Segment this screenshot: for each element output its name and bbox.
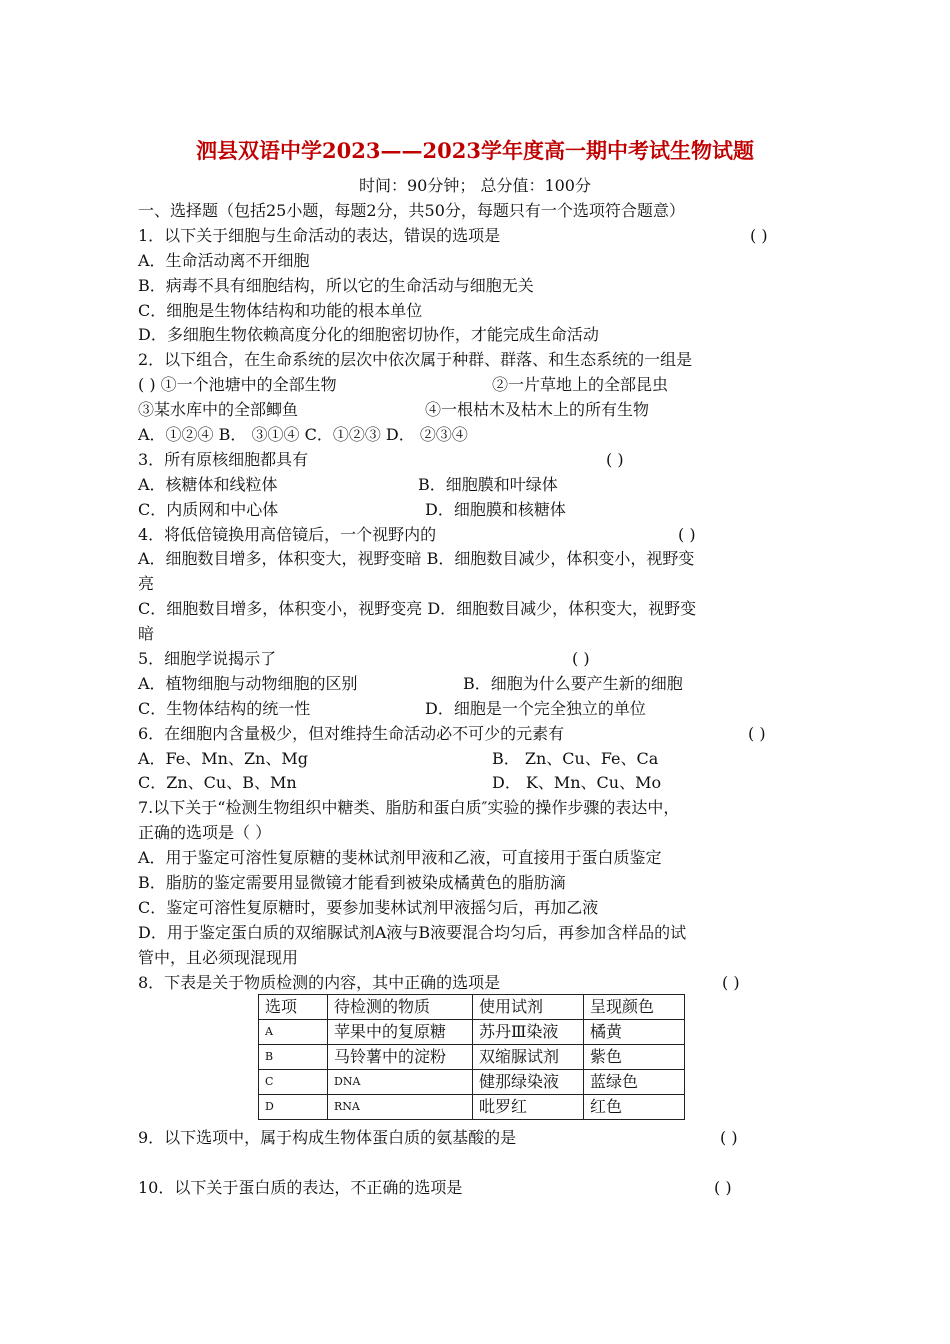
question-3-text: 3．所有原核细胞都具有 — [138, 449, 309, 469]
table-cell: C — [259, 1070, 328, 1095]
question-7-option-c: C．鉴定可溶性复原糖时，要参加斐林试剂甲液摇匀后，再加乙液 — [138, 897, 599, 917]
question-5-option-d: D．细胞是一个完全独立的单位 — [425, 698, 646, 718]
table-cell: 健那绿染液 — [473, 1070, 584, 1095]
table-cell: 红色 — [584, 1095, 685, 1120]
section-heading: 一、选择题（包括25小题，每题2分，共50分，每题只有一个选项符合题意） — [138, 201, 685, 220]
question-2-item-1: ①一个池塘中的全部生物 — [160, 375, 337, 395]
table-header-cell: 待检测的物质 — [328, 995, 473, 1020]
question-2-item-3: ③某水库中的全部鲫鱼 — [138, 400, 299, 420]
question-5-options-row-2 — [138, 697, 818, 722]
question-10-stem — [138, 1175, 818, 1200]
exam-subtitle: 时间：90分钟； 总分值：100分 — [359, 176, 591, 195]
question-8-text: 8．下表是关于物质检测的内容，其中正确的选项是 — [138, 972, 501, 992]
question-2-paren-and-item-1 — [138, 373, 492, 398]
question-2-stem: 2．以下组合，在生命系统的层次中依次属于种群、群落、和生态系统的一组是 — [138, 350, 693, 370]
question-4-option-a: A．细胞数目增多，体积变大，视野变暗 — [138, 549, 422, 569]
question-2-item-2: ②一片草地上的全部昆虫 — [492, 375, 669, 395]
question-4-options-row-1 — [138, 547, 818, 572]
table-cell: DNA — [328, 1070, 473, 1095]
question-1-text: 1．以下关于细胞与生命活动的表达，错误的选项是 — [138, 225, 501, 245]
question-6-option-d: D． K、Mn、Cu、Mo — [492, 773, 662, 793]
question-6-option-a: A．Fe、Mn、Zn、Mg — [138, 748, 308, 768]
question-6-options-row-1 — [138, 747, 818, 772]
question-4-option-c: C．细胞数目增多，体积变小，视野变亮 — [138, 599, 423, 619]
question-1-option-c: C．细胞是生物体结构和功能的根本单位 — [138, 300, 423, 320]
question-4-options-row-2 — [138, 597, 818, 622]
question-6-stem — [138, 722, 818, 747]
question-3-option-b: B．细胞膜和叶绿体 — [418, 474, 558, 494]
question-2-options: A．①②④ B． ③①④ C．①②③ D． ②③④ — [138, 425, 468, 445]
question-8-stem — [138, 971, 818, 996]
question-3-option-c: C．内质网和中心体 — [138, 499, 279, 519]
question-4-option-d: D．细胞数目减少，体积变大，视野变 — [427, 599, 697, 619]
table-cell: A — [259, 1020, 328, 1045]
table-header-row — [259, 995, 685, 1020]
question-9-answer-paren: ( ) — [720, 1128, 738, 1147]
question-3-stem — [138, 448, 818, 473]
table-cell: D — [259, 1095, 328, 1120]
question-2-answer-paren: ( ) — [138, 375, 156, 395]
table-header-cell: 选项 — [259, 995, 328, 1020]
table-header-cell: 呈现颜色 — [584, 995, 685, 1020]
question-9-stem — [138, 1125, 818, 1150]
table-row — [259, 1045, 685, 1070]
question-1-option-a: A．生命活动离不开细胞 — [138, 250, 310, 270]
question-3-options-row-2 — [138, 498, 818, 523]
table-cell: 马铃薯中的淀粉 — [328, 1045, 473, 1070]
question-5-option-a: A．植物细胞与动物细胞的区别 — [138, 673, 358, 693]
question-3-options-row-1 — [138, 473, 818, 498]
question-list — [138, 199, 818, 996]
question-1-stem — [138, 224, 818, 249]
question-9-text: 9．以下选项中，属于构成生物体蛋白质的氨基酸的是 — [138, 1128, 517, 1147]
question-5-text: 5．细胞学说揭示了 — [138, 649, 277, 669]
question-1-option-d: D．多细胞生物依赖高度分化的细胞密切协作，才能完成生命活动 — [138, 325, 599, 345]
question-7-stem: 7.以下关于“检测生物组织中糖类、脂肪和蛋白质″实验的操作步骤的表达中， — [138, 798, 680, 818]
table-cell: 橘黄 — [584, 1020, 685, 1045]
question-4-stem — [138, 523, 818, 548]
question-2-items-row-1 — [138, 373, 818, 398]
table-cell: 紫色 — [584, 1045, 685, 1070]
question-10-text: 10．以下关于蛋白质的表达，不正确的选项是 — [138, 1178, 463, 1197]
question-4-option-d-wrap: 暗 — [138, 624, 155, 644]
question-7-option-b: B．脂肪的鉴定需要用显微镜才能看到被染成橘黄色的脂肪滴 — [138, 873, 566, 893]
question-7-option-d-wrap: 管中，且必须现混现用 — [138, 947, 299, 967]
question-5-option-b: B．细胞为什么要产生新的细胞 — [463, 673, 683, 693]
table-cell: 双缩脲试剂 — [473, 1045, 584, 1070]
question-1-answer-paren: ( ) — [750, 225, 768, 245]
question-3-answer-paren: ( ) — [606, 449, 624, 469]
question-5-option-c: C．生物体结构的统一性 — [138, 698, 311, 718]
question-8-table — [258, 994, 685, 1120]
question-2-items-row-2 — [138, 398, 818, 423]
question-6-options-row-2 — [138, 771, 818, 796]
question-4-option-b: B．细胞数目减少，体积变小，视野变 — [426, 549, 695, 569]
table-cell: 苹果中的复原糖 — [328, 1020, 473, 1045]
question-6-answer-paren: ( ) — [748, 723, 766, 743]
question-6-option-c: C．Zn、Cu、B、Mn — [138, 773, 297, 793]
question-5-answer-paren: ( ) — [572, 649, 590, 669]
question-7-option-a: A．用于鉴定可溶性复原糖的斐林试剂甲液和乙液，可直接用于蛋白质鉴定 — [138, 848, 662, 868]
question-1-option-b: B．病毒不具有细胞结构，所以它的生命活动与细胞无关 — [138, 275, 534, 295]
table-cell: B — [259, 1045, 328, 1070]
table-cell: RNA — [328, 1095, 473, 1120]
question-10-answer-paren: ( ) — [714, 1178, 732, 1197]
table-row — [259, 1070, 685, 1095]
question-3-option-a: A．核糖体和线粒体 — [138, 474, 278, 494]
question-8-answer-paren: ( ) — [722, 972, 740, 992]
question-4-option-b-wrap: 亮 — [138, 574, 155, 594]
question-7-option-d: D．用于鉴定蛋白质的双缩脲试剂A液与B液要混合均匀后，再参加含样品的试 — [138, 922, 687, 942]
table-row — [259, 1020, 685, 1045]
table-cell: 苏丹Ⅲ染液 — [473, 1020, 584, 1045]
question-3-option-d: D．细胞膜和核糖体 — [425, 499, 566, 519]
table-header-cell: 使用试剂 — [473, 995, 584, 1020]
question-5-stem — [138, 647, 818, 672]
question-5-options-row-1 — [138, 672, 818, 697]
question-6-text: 6．在细胞内含量极少，但对维持生命活动必不可少的元素有 — [138, 723, 565, 743]
question-6-option-b: B． Zn、Cu、Fe、Ca — [492, 748, 659, 768]
table-cell: 吡罗红 — [473, 1095, 584, 1120]
question-4-answer-paren: ( ) — [678, 524, 696, 544]
exam-title: 泗县双语中学2023——2023学年度高一期中考试生物试题 — [196, 138, 754, 163]
table-cell: 蓝绿色 — [584, 1070, 685, 1095]
table-row — [259, 1095, 685, 1120]
question-2-item-4: ④一根枯木及枯木上的所有生物 — [425, 400, 650, 420]
question-7-stem-wrap: 正确的选项是（ ） — [138, 823, 272, 843]
question-4-text: 4．将低倍镜换用高倍镜后，一个视野内的 — [138, 524, 437, 544]
